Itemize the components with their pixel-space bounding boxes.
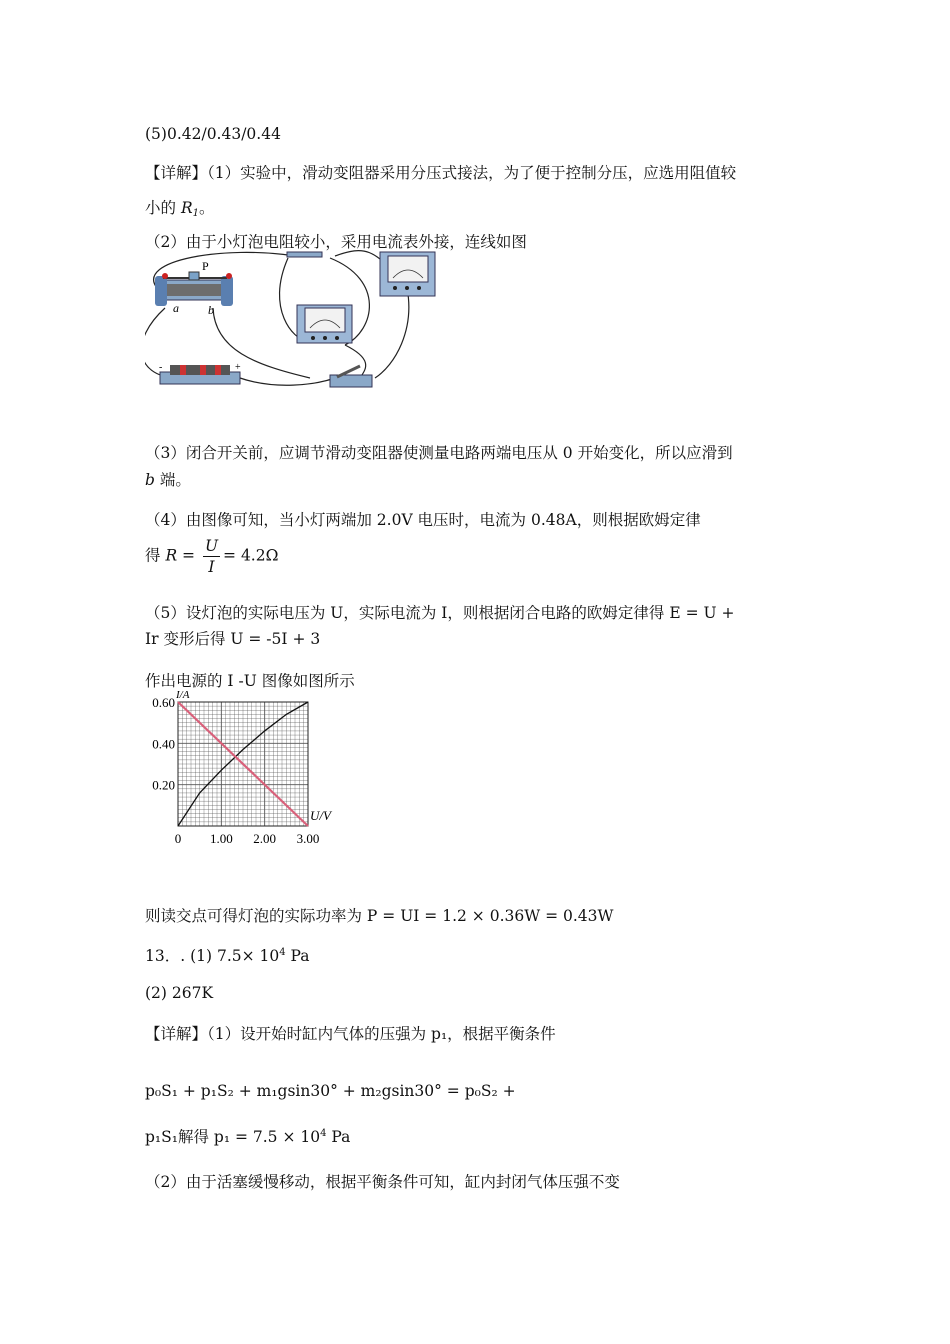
x-tick-label: 2.00 (253, 831, 277, 846)
circuit-diagram (145, 250, 445, 395)
battery-minus: - (159, 362, 163, 373)
answer-line-5: (5)0.42/0.43/0.44 (145, 125, 281, 143)
equation-2: p₁S₁解得 $p_1 = 7.5 \times 10^4$ Pa (145, 1128, 351, 1146)
x-tick-label: 0 (174, 831, 182, 846)
explain-4a: （4）由图像可知，当小灯两端加 2.0V 电压时，电流为 0.48A，则根据欧姆定律 (145, 511, 701, 529)
answer-13-1: 13．. (1) $7.5\times 10^4$ Pa (145, 947, 310, 965)
x-axis-label: U/V (310, 808, 331, 823)
y-tick-label: 0.20 (152, 777, 175, 793)
iu-chart (140, 688, 355, 853)
explain-4b: 得 R = $\frac{U}{I}$ = 4.2Ω (145, 537, 279, 576)
explain-2: （2）由于小灯泡电阻较小，采用电流表外接，连线如图 (145, 233, 527, 251)
explain-1a: 【详解】（1）实验中，滑动变阻器采用分压式接法，为了便于控制分压，应选用阻值较 (145, 164, 737, 182)
x-tick-label: 1.00 (209, 831, 233, 846)
y-tick-label: 0.40 (152, 736, 175, 752)
answer-13-2: (2) 267K (145, 984, 214, 1002)
explain-5b: Ir 变形后得 U = -5I + 3 (145, 630, 321, 648)
label-a: a (173, 301, 179, 315)
equation-1: p₀S₁ + p₁S₂ + m₁gsin30° + m₂gsin30° = p₀S₂ + (145, 1082, 516, 1100)
explain-3b: b 端。 (145, 471, 191, 489)
x-tick-label: 3.00 (296, 831, 320, 846)
y-tick-label: 0.60 (152, 695, 175, 710)
label-p: P (202, 259, 209, 273)
explain-5d: 则读交点可得灯泡的实际功率为 P = UI = 1.2 × 0.36W = 0.43W (145, 907, 614, 925)
explain-5c: 作出电源的 I -U 图像如图所示 (145, 672, 355, 690)
explain-13-2: （2）由于活塞缓慢移动，根据平衡条件可知，缸内封闭气体压强不变 (145, 1173, 620, 1191)
explain-1b: 小的 $R_1$。 (145, 199, 215, 219)
explain-13-1: 【详解】（1）设开始时缸内气体的压强为 p₁，根据平衡条件 (145, 1025, 556, 1043)
battery-plus: + (235, 362, 241, 373)
fraction: $\frac{U}{I}$ (204, 537, 219, 576)
y-axis-label: I/A (176, 689, 190, 701)
label-b: b (208, 303, 214, 317)
explain-3a: （3）闭合开关前，应调节滑动变阻器使测量电路两端电压从 0 开始变化，所以应滑到 (145, 444, 733, 462)
explain-5a: （5）设灯泡的实际电压为 U，实际电流为 I，则根据闭合电路的欧姆定律得 E = U + (145, 604, 735, 622)
